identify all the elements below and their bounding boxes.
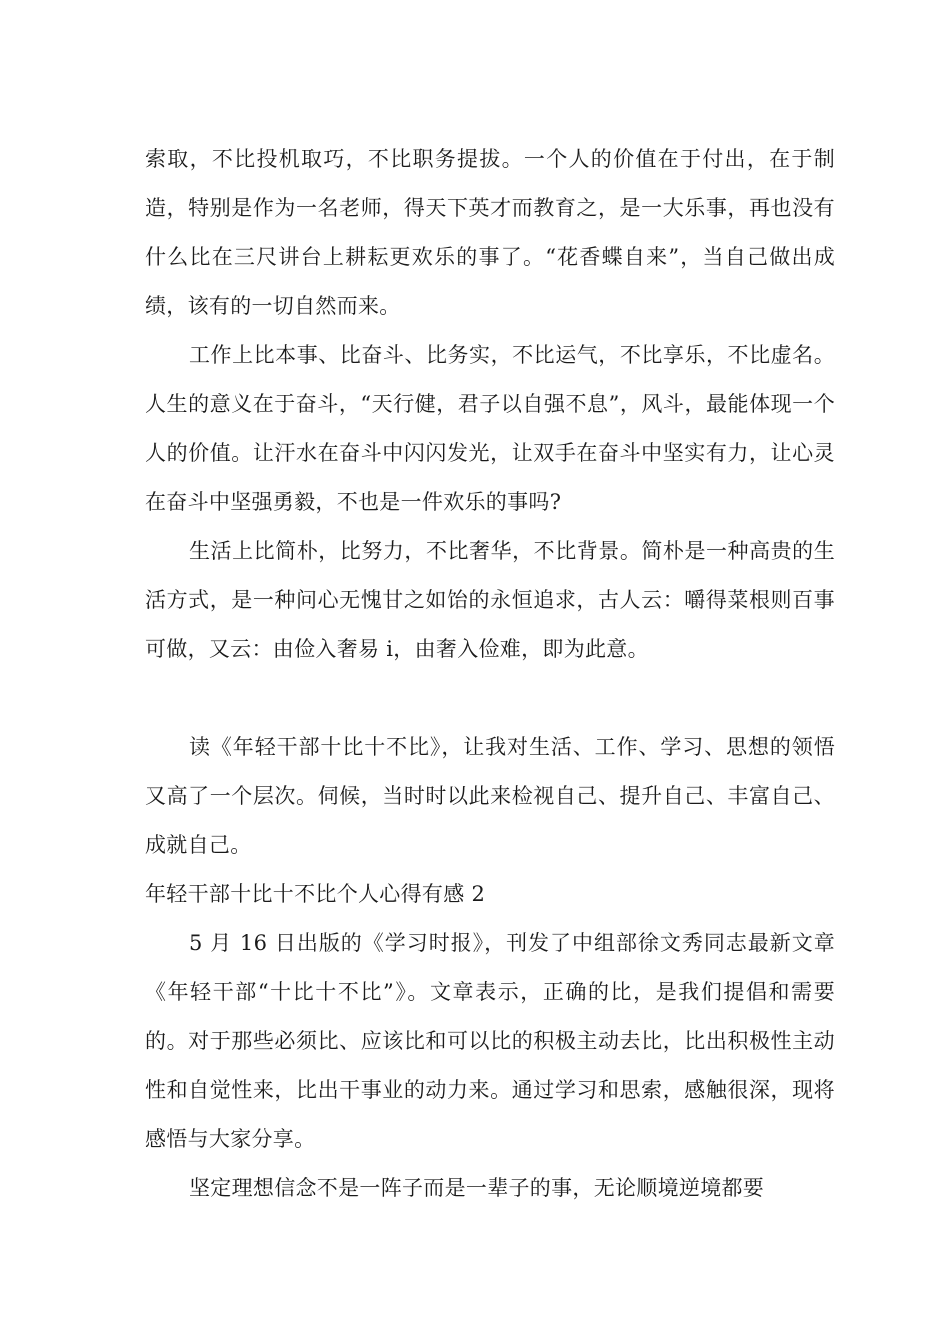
section-heading: 年轻干部十比十不比个人心得有感 2 — [145, 882, 486, 906]
paragraph-intro-2: 5 月 16 日出版的《学习时报》，刊发了中组部徐文秀同志最新文章《年轻干部“十比十不比”》。文章表示，正确的比，是我们提倡和需要的。对于那些必须比、应该比和可以比的积极主动去比，比出积极性主动性和自觉性来，比出干事业的动力来。通过学习和思索，感触很深，现将感悟与大家分享。 — [145, 931, 835, 1151]
paragraph-conclusion: 读《年轻干部十比十不比》，让我对生活、工作、学习、思想的领悟又高了一个层次。伺候，当时时以此来检视自己、提升自己、丰富自己、成就自己。 — [145, 735, 835, 857]
paragraph-life: 生活上比简朴，比努力，不比奢华，不比背景。简朴是一种高贵的生活方式，是一种问心无愧甘之如饴的永恒追求，古人云：嚼得菜根则百事可做，又云：由俭入奢易 i，由奢入俭难，即为此意。 — [145, 539, 835, 661]
paragraph-continuation: 索取，不比投机取巧，不比职务提拔。一个人的价值在于付出，在于制造，特别是作为一名老师，得天下英才而教育之，是一大乐事，再也没有什么比在三尺讲台上耕耘更欢乐的事了。“花香蝶自来”，当自己做出成绩，该有的一切自然而来。 — [145, 147, 835, 318]
paragraph-work: 工作上比本事、比奋斗、比务实，不比运气，不比享乐，不比虚名。人生的意义在于奋斗，“天行健，君子以自强不息”，风斗，最能体现一个人的价值。让汗水在奋斗中闪闪发光，让双手在奋斗中坚实有力，让心灵在奋斗中坚强勇毅，不也是一件欢乐的事吗? — [145, 343, 835, 514]
paragraph-ideals: 坚定理想信念不是一阵子而是一辈子的事，无论顺境逆境都要 — [189, 1176, 765, 1200]
paragraph-spacer — [145, 674, 835, 723]
document-body — [145, 135, 835, 1213]
